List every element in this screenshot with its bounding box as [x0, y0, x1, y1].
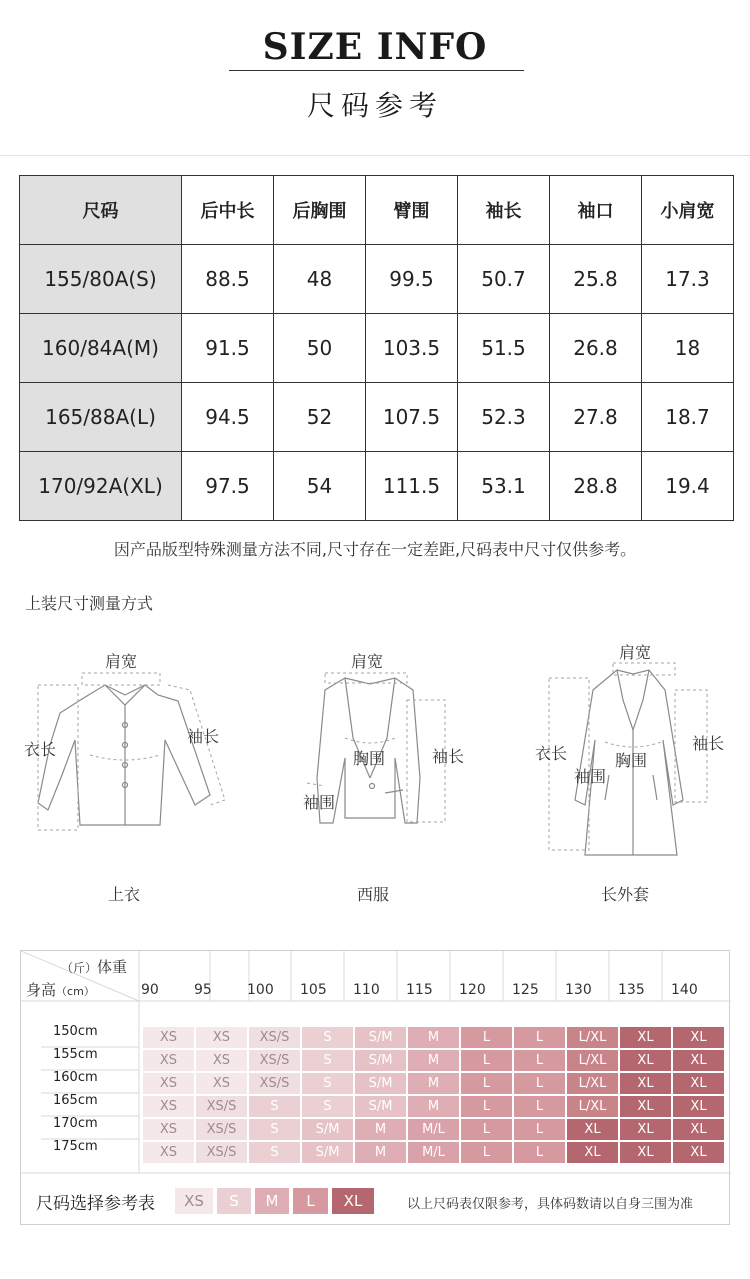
table-cell: 170/92A(XL): [20, 452, 182, 521]
table-row: [20, 452, 734, 521]
header-cell: 小肩宽: [642, 176, 734, 245]
size-cell: M/L: [408, 1142, 459, 1163]
size-cell: S: [302, 1096, 353, 1117]
size-disclaimer: 因产品版型特殊测量方法不同,尺寸存在一定差距,尺码表中尺寸仅供参考。: [113, 540, 637, 559]
size-cell: M: [408, 1027, 459, 1048]
table-cell: 54: [274, 452, 366, 521]
size-cell: XL: [673, 1142, 724, 1163]
size-cell: L: [461, 1096, 512, 1117]
table-cell: 155/80A(S): [20, 245, 182, 314]
size-cell: M/L: [408, 1119, 459, 1140]
size-cell: S: [302, 1073, 353, 1094]
measure-section-title: 上装尺寸测量方式: [25, 594, 154, 613]
legend-item: XS: [175, 1188, 213, 1214]
size-cell: XS/S: [249, 1027, 300, 1048]
weight-value: 95: [194, 982, 212, 998]
table-cell: 18.7: [642, 383, 734, 452]
weight-value: 90: [141, 982, 159, 998]
size-cell: S/M: [355, 1027, 406, 1048]
header-cell: 袖长: [458, 176, 550, 245]
size-cell: M: [408, 1096, 459, 1117]
size-table: [19, 175, 734, 521]
size-cell: L/XL: [567, 1096, 618, 1117]
size-cell: L/XL: [567, 1050, 618, 1071]
size-cell: XS: [143, 1027, 194, 1048]
table-cell: 18: [642, 314, 734, 383]
size-cell: M: [408, 1073, 459, 1094]
size-cell: L: [514, 1096, 565, 1117]
size-cell: L: [514, 1027, 565, 1048]
table-cell: 107.5: [366, 383, 458, 452]
table-cell: 53.1: [458, 452, 550, 521]
size-cell: XS/S: [249, 1050, 300, 1071]
table-cell: 160/84A(M): [20, 314, 182, 383]
size-cell: S: [249, 1119, 300, 1140]
height-value: 170cm: [53, 1116, 98, 1131]
header-cell: 尺码: [20, 176, 182, 245]
size-cell: L: [514, 1073, 565, 1094]
size-cell: XL: [567, 1119, 618, 1140]
size-cell: M: [355, 1142, 406, 1163]
table-cell: 52: [274, 383, 366, 452]
suit-caption: 西服: [357, 885, 390, 904]
height-value: 150cm: [53, 1024, 98, 1039]
legend-item: M: [255, 1188, 289, 1214]
height-value: 165cm: [53, 1093, 98, 1108]
size-cell: XL: [567, 1142, 618, 1163]
size-cell: XL: [620, 1142, 671, 1163]
size-cell: S/M: [355, 1096, 406, 1117]
table-cell: 52.3: [458, 383, 550, 452]
weight-label: 体重: [97, 958, 128, 976]
size-cell: XL: [673, 1119, 724, 1140]
size-cell: S/M: [355, 1073, 406, 1094]
size-cell: XS/S: [196, 1119, 247, 1140]
size-cell: M: [355, 1119, 406, 1140]
size-cell: L: [461, 1119, 512, 1140]
suit-cuff-label: 袖围: [303, 793, 336, 812]
weight-value: 110: [353, 982, 380, 998]
size-cell: L: [461, 1027, 512, 1048]
shirt-shoulder-label: 肩宽: [105, 652, 138, 671]
table-cell: 50: [274, 314, 366, 383]
table-cell: 165/88A(L): [20, 383, 182, 452]
size-cell: S: [249, 1096, 300, 1117]
size-cell: XL: [673, 1050, 724, 1071]
size-cell: XL: [620, 1050, 671, 1071]
size-cell: XL: [673, 1073, 724, 1094]
table-cell: 17.3: [642, 245, 734, 314]
weight-value: 115: [406, 982, 433, 998]
page-subtitle: 尺码参考: [306, 89, 443, 122]
size-cell: XS: [196, 1050, 247, 1071]
header-cell: 袖口: [550, 176, 642, 245]
shirt-length-label: 衣长: [24, 740, 57, 759]
table-cell: 19.4: [642, 452, 734, 521]
page-title: SIZE INFO: [262, 26, 488, 68]
coat-cuff-label: 袖围: [574, 767, 607, 786]
table-row: [20, 383, 734, 452]
legend-item: L: [293, 1188, 328, 1214]
table-cell: 111.5: [366, 452, 458, 521]
suit-shoulder-label: 肩宽: [351, 652, 384, 671]
table-cell: 91.5: [182, 314, 274, 383]
header-cell: 后胸围: [274, 176, 366, 245]
size-cell: XS: [143, 1119, 194, 1140]
shirt-sleeve-label: 袖长: [187, 727, 220, 746]
size-cell: XS/S: [249, 1073, 300, 1094]
shirt-caption: 上衣: [108, 885, 141, 904]
size-cell: L: [514, 1050, 565, 1071]
size-cell: L: [461, 1142, 512, 1163]
weight-value: 120: [459, 982, 486, 998]
size-cell: XL: [620, 1119, 671, 1140]
suit-sleeve-label: 袖长: [432, 747, 465, 766]
coat-chest-label: 胸围: [615, 751, 648, 770]
table-cell: 48: [274, 245, 366, 314]
size-cell: XL: [620, 1096, 671, 1117]
size-table-header: [20, 176, 734, 245]
size-cell: S: [249, 1142, 300, 1163]
size-cell: XS: [196, 1073, 247, 1094]
table-cell: 88.5: [182, 245, 274, 314]
size-cell: L/XL: [567, 1027, 618, 1048]
size-cell: S: [302, 1027, 353, 1048]
size-cell: L: [514, 1142, 565, 1163]
title-underline: [229, 70, 524, 71]
legend-item: XL: [332, 1188, 374, 1214]
size-cell: S/M: [302, 1119, 353, 1140]
height-value: 160cm: [53, 1070, 98, 1085]
weight-value: 130: [565, 982, 592, 998]
height-unit: （cm）: [56, 985, 95, 998]
suit-chest-label: 胸围: [353, 749, 386, 768]
weight-value: 100: [247, 982, 274, 998]
table-cell: 94.5: [182, 383, 274, 452]
weight-unit: （斤）: [61, 961, 98, 975]
table-cell: 50.7: [458, 245, 550, 314]
legend-item: S: [217, 1188, 251, 1214]
table-cell: 26.8: [550, 314, 642, 383]
header-cell: 后中长: [182, 176, 274, 245]
weight-value: 135: [618, 982, 645, 998]
coat-length-label: 衣长: [535, 744, 568, 763]
size-cell: XL: [620, 1027, 671, 1048]
size-cell: XL: [673, 1096, 724, 1117]
coat-shoulder-label: 肩宽: [619, 643, 652, 662]
height-label: 身高: [26, 981, 57, 999]
size-cell: XS: [143, 1073, 194, 1094]
size-cell: L: [461, 1050, 512, 1071]
height-header: [26, 979, 95, 1000]
table-row: [20, 245, 734, 314]
table-cell: 27.8: [550, 383, 642, 452]
size-cell: XS: [143, 1096, 194, 1117]
table-cell: 99.5: [366, 245, 458, 314]
size-cell: XS: [143, 1050, 194, 1071]
weight-value: 105: [300, 982, 327, 998]
weight-value: 140: [671, 982, 698, 998]
shirt-illustration: [30, 665, 230, 840]
size-cell: L/XL: [567, 1073, 618, 1094]
size-cell: XS/S: [196, 1096, 247, 1117]
table-cell: 97.5: [182, 452, 274, 521]
weight-value: 125: [512, 982, 539, 998]
height-value: 155cm: [53, 1047, 98, 1062]
weight-header: [61, 956, 127, 977]
table-cell: 51.5: [458, 314, 550, 383]
coat-sleeve-label: 袖长: [692, 734, 725, 753]
header-cell: 臂围: [366, 176, 458, 245]
table-cell: 25.8: [550, 245, 642, 314]
header-divider: [0, 155, 750, 156]
size-cell: L: [514, 1119, 565, 1140]
size-cell: XS: [196, 1027, 247, 1048]
height-value: 175cm: [53, 1139, 98, 1154]
size-cell: M: [408, 1050, 459, 1071]
size-cell: L: [461, 1073, 512, 1094]
size-reference-table: [20, 950, 730, 1225]
size-cell: S/M: [302, 1142, 353, 1163]
size-cell: XS/S: [196, 1142, 247, 1163]
size-cell: XL: [620, 1073, 671, 1094]
table-cell: 103.5: [366, 314, 458, 383]
coat-caption: 长外套: [601, 885, 650, 904]
legend-note: 以上尺码表仅限参考，具体码数请以自身三围为准: [407, 1197, 694, 1212]
size-cell: S/M: [355, 1050, 406, 1071]
size-cell: S: [302, 1050, 353, 1071]
size-cell: XL: [673, 1027, 724, 1048]
legend-title: 尺码选择参考表: [36, 1194, 155, 1214]
table-cell: 28.8: [550, 452, 642, 521]
size-cell: XS: [143, 1142, 194, 1163]
table-row: [20, 314, 734, 383]
